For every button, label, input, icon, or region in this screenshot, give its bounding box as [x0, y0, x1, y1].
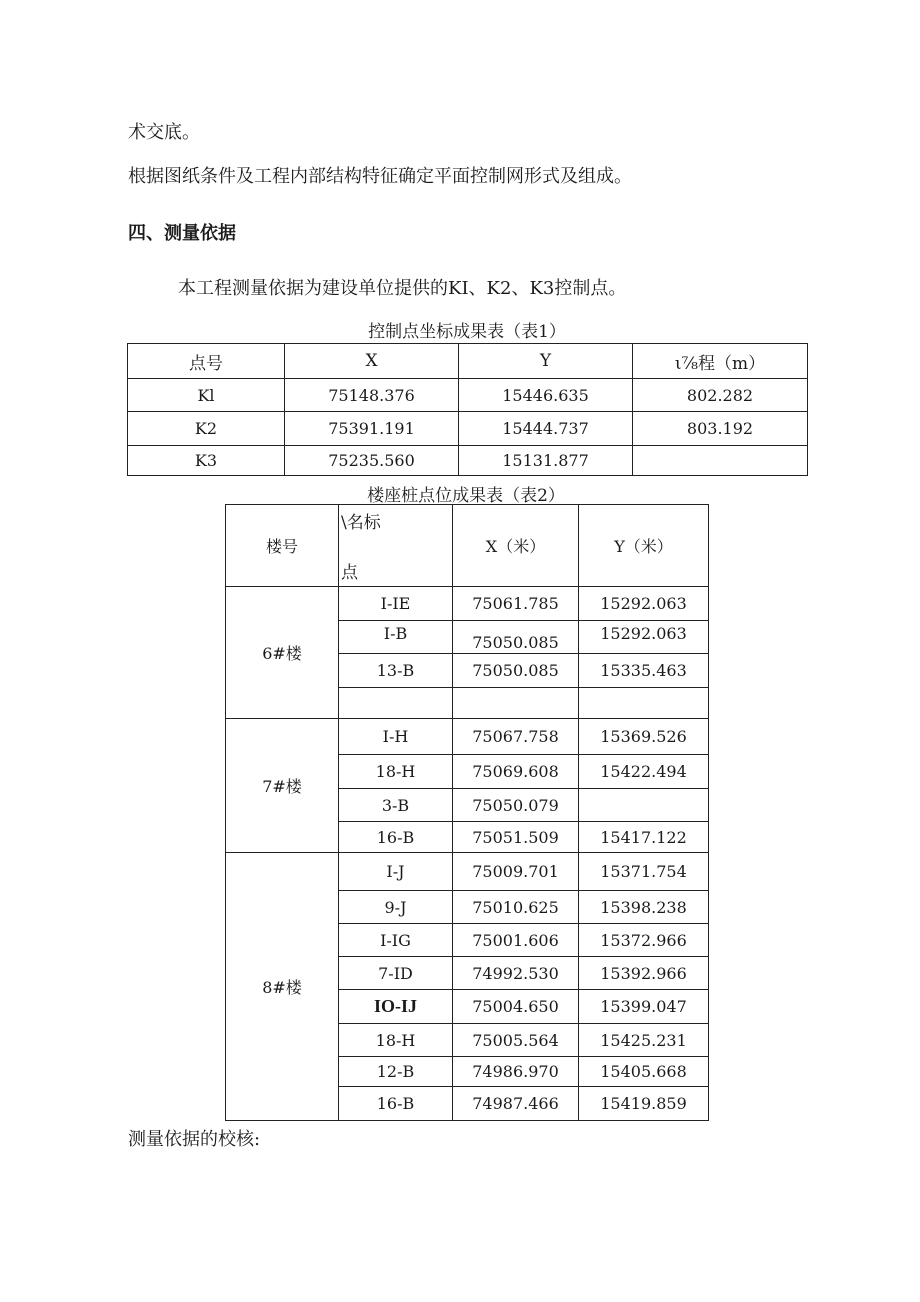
table2-caption: 楼座桩点位成果表（表2）: [367, 486, 565, 506]
t2-point: I-IE: [339, 587, 453, 621]
t2-building-7: 7#楼: [226, 719, 339, 853]
t2-point: 12-B: [339, 1057, 453, 1087]
t2-point: IO-IJ: [339, 990, 453, 1024]
building-stake-table: [225, 504, 709, 1121]
t1-cell: 15131.877: [459, 446, 633, 476]
footer-text: 测量依据的校核:: [128, 1129, 261, 1150]
t1-cell: 803.192: [633, 412, 808, 446]
t2-point: 3-B: [339, 789, 453, 822]
t2-y: 15399.047: [579, 990, 709, 1024]
t2-point: I-IG: [339, 924, 453, 957]
t1-cell: [633, 446, 808, 476]
t2-x: 75009.701: [453, 853, 579, 891]
t2-y: 15405.668: [579, 1057, 709, 1087]
t2-y: 15422.494: [579, 755, 709, 789]
t1-header-point: 点号: [128, 344, 285, 379]
t2-x: 75010.625: [453, 891, 579, 924]
t2-y: 15371.754: [579, 853, 709, 891]
t1-header-x: X: [285, 344, 459, 379]
control-point-table: [127, 343, 808, 476]
t2-x: 75050.079: [453, 789, 579, 822]
t2-y: 15417.122: [579, 822, 709, 853]
t2-point: 7-ID: [339, 957, 453, 990]
t2-point: 18-H: [339, 1024, 453, 1057]
t2-header-building: 楼号: [226, 505, 339, 587]
t2-x: 75001.606: [453, 924, 579, 957]
t2-x: [453, 688, 579, 719]
text-line-1: 术交底。: [128, 122, 200, 143]
t2-y: 15369.526: [579, 719, 709, 755]
t2-building-6: 6#楼: [226, 587, 339, 719]
t2-x-text: 75050.085: [472, 632, 559, 652]
t2-header-corner-top: \名标: [341, 513, 381, 533]
t2-header-y: Y（米）: [579, 505, 709, 587]
t2-point: I-H: [339, 719, 453, 755]
t2-y: 15425.231: [579, 1024, 709, 1057]
t1-cell: 75235.560: [285, 446, 459, 476]
t2-header-corner: [339, 505, 453, 587]
t1-cell: 15444.737: [459, 412, 633, 446]
section-heading: 四、测量依据: [128, 223, 236, 244]
t2-y: 15392.966: [579, 957, 709, 990]
t2-y: [579, 688, 709, 719]
t2-point: [339, 688, 453, 719]
t2-x: 75050.085: [453, 654, 579, 688]
t2-x: 75005.564: [453, 1024, 579, 1057]
t2-x: 75067.758: [453, 719, 579, 755]
t2-y: 15398.238: [579, 891, 709, 924]
intro-paragraph: 本工程测量依据为建设单位提供的KI、K2、K3控制点。: [178, 278, 627, 299]
t2-y: 15335.463: [579, 654, 709, 688]
t2-point: 16-B: [339, 1087, 453, 1121]
t2-building-8: 8#楼: [226, 853, 339, 1121]
t1-cell: Kl: [128, 379, 285, 412]
t2-x: [453, 621, 579, 654]
t2-x: 74987.466: [453, 1087, 579, 1121]
t2-y: 15292.063: [579, 587, 709, 621]
t1-cell: K2: [128, 412, 285, 446]
t1-header-elevation: ι⅞程（m）: [633, 344, 808, 379]
t2-point: 18-H: [339, 755, 453, 789]
t2-point: [339, 621, 453, 654]
t2-header-x: X（米）: [453, 505, 579, 587]
t2-x: 74986.970: [453, 1057, 579, 1087]
t2-point: 13-B: [339, 654, 453, 688]
t2-y: 15419.859: [579, 1087, 709, 1121]
table1-caption: 控制点坐标成果表（表1）: [368, 322, 566, 342]
t1-cell: 75148.376: [285, 379, 459, 412]
t2-y: [579, 789, 709, 822]
t2-point: 16-B: [339, 822, 453, 853]
t2-point: I-J: [339, 853, 453, 891]
t1-cell: 75391.191: [285, 412, 459, 446]
t2-y: [579, 621, 709, 654]
t2-point-text: I-B: [383, 623, 408, 643]
t1-cell: K3: [128, 446, 285, 476]
text-line-2: 根据图纸条件及工程内部结构特征确定平面控制网形式及组成。: [128, 166, 632, 187]
t2-x: 75051.509: [453, 822, 579, 853]
t1-cell: 15446.635: [459, 379, 633, 412]
t2-header-corner-bottom: 点: [341, 563, 358, 583]
t2-point: 9-J: [339, 891, 453, 924]
t2-x: 75061.785: [453, 587, 579, 621]
t2-y-text: 15292.063: [600, 623, 687, 643]
t2-x: 75004.650: [453, 990, 579, 1024]
t2-x: 75069.608: [453, 755, 579, 789]
t1-header-y: Y: [459, 344, 633, 379]
t2-y: 15372.966: [579, 924, 709, 957]
t1-cell: 802.282: [633, 379, 808, 412]
t2-x: 74992.530: [453, 957, 579, 990]
